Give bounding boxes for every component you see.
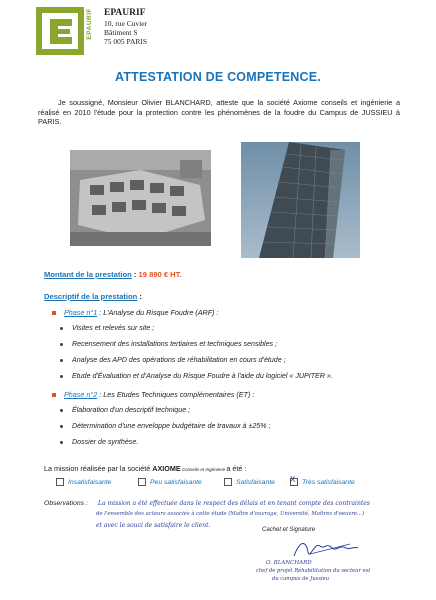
phase1-title: : L'Analyse du Risque Foudre (ARF) : [97, 308, 219, 317]
mission-org-sub: Conseils et Ingénierie [180, 467, 227, 472]
observations-label: Observations : [44, 500, 88, 507]
list-item-text: Dossier de synthèse. [72, 438, 139, 446]
list-item-text: Analyse des APD des opérations de réhabilitation en cours d'étude ; [72, 356, 286, 364]
orange-square-bullet-icon [52, 311, 56, 315]
descriptif-heading [44, 292, 142, 301]
signature-role-line-2: du campus de Jussieu [272, 576, 330, 582]
amount-sep: : [131, 270, 139, 279]
signature-name: O. BLANCHARD [266, 560, 312, 566]
amount-label: Montant de la prestation [44, 270, 132, 279]
checkbox-icon[interactable] [138, 478, 146, 486]
address-line-2: Bâtiment S [104, 28, 138, 37]
phase2-heading [52, 390, 254, 399]
logo-vertical-text: EPAURIF [86, 8, 93, 40]
checkbox-checked-icon[interactable] [290, 478, 298, 486]
orange-square-bullet-icon [52, 393, 56, 397]
list-item [60, 438, 138, 446]
list-item [60, 340, 277, 348]
list-item [60, 372, 333, 380]
list-item-text: Détermination d'une enveloppe budgétaire de travaux à ±25% ; [72, 422, 271, 430]
option-label: Satisfaisante [236, 478, 275, 486]
address-line-3: 75 005 PARIS [104, 37, 148, 46]
tower-photo [241, 142, 360, 258]
option-peu-satisfaisante[interactable] [138, 478, 202, 486]
mission-suffix: a été : [226, 464, 247, 473]
phase1-label: Phase n°1 [64, 308, 98, 317]
page-title: ATTESTATION DE COMPETENCE. [115, 70, 321, 84]
descriptif-sep: : [137, 292, 142, 301]
mission-prefix: La mission réalisée par la société [44, 464, 153, 473]
cachet-label: Cachet et Signature [262, 527, 316, 533]
observations-handwriting-line-1: La mission a été effectuée dans le respect des délais et en tenant compte des contraintes [98, 500, 370, 507]
signature-scribble [290, 536, 360, 562]
amount-value: 19 890 € HT. [138, 270, 182, 279]
list-item-text: Élaboration d'un descriptif technique ; [72, 406, 191, 414]
option-insatisfaisante[interactable] [56, 478, 111, 486]
org-name: EPAURIF [104, 8, 146, 18]
descriptif-label: Descriptif de la prestation [44, 292, 138, 301]
list-item-text: Recensement des installations tertiaires et techniques sensibles ; [72, 340, 278, 348]
phase2-label: Phase n°2 [64, 390, 98, 399]
option-label: Peu satisfaisante [150, 478, 202, 486]
bullet-dot-icon [60, 327, 63, 330]
mission-org: AXIOME [152, 464, 181, 473]
list-item [60, 324, 154, 332]
mission-line [44, 464, 246, 473]
list-item-text: Visites et relevés sur site ; [72, 324, 155, 332]
address-line-1: 10, rue Cuvier [104, 19, 148, 28]
bullet-dot-icon [60, 375, 63, 378]
option-label: Très satisfaisante [302, 478, 355, 486]
bullet-dot-icon [60, 441, 63, 444]
epaurif-logo [36, 7, 84, 55]
option-satisfaisante[interactable] [224, 478, 275, 486]
checkbox-icon[interactable] [56, 478, 64, 486]
observations-handwriting-line-3: et avec le souci de satisfaire le client. [96, 522, 211, 529]
bullet-dot-icon [60, 409, 63, 412]
option-tres-satisfaisante[interactable] [290, 478, 355, 486]
bullet-dot-icon [60, 343, 63, 346]
phase1-heading [52, 308, 218, 317]
amount-line [44, 270, 182, 279]
list-item [60, 356, 286, 364]
list-item-text: Etude d'Évaluation et d'Analyse du Risque Foudre à l'aide du logiciel « JUPITER ». [72, 372, 333, 380]
list-item [60, 422, 271, 430]
option-label: Insatisfaisante [68, 478, 112, 486]
phase2-title: : Les Etudes Techniques complémentaires (ET) : [97, 390, 255, 399]
signature-role-line-1: chef de projet Réhabilitation du secteur est [256, 568, 371, 574]
bullet-dot-icon [60, 359, 63, 362]
observations-handwriting-line-2: de l'ensemble des acteurs associés à cette étude (Maître d'ouvrage, Université, Maîtres d'oeuvre...) [96, 511, 365, 517]
campus-aerial-photo [70, 150, 211, 246]
intro-paragraph: Je soussigné, Monsieur Olivier BLANCHARD, atteste que la société Axiome conseils et ingénierie a réalisé en 2010 l'étude pour la protection contre les phénomènes de la foudre du Campus de JUSSIEU à PARIS. [38, 98, 400, 127]
bullet-dot-icon [60, 425, 63, 428]
list-item [60, 406, 190, 414]
checkbox-icon[interactable] [224, 478, 232, 486]
org-address [104, 8, 147, 46]
